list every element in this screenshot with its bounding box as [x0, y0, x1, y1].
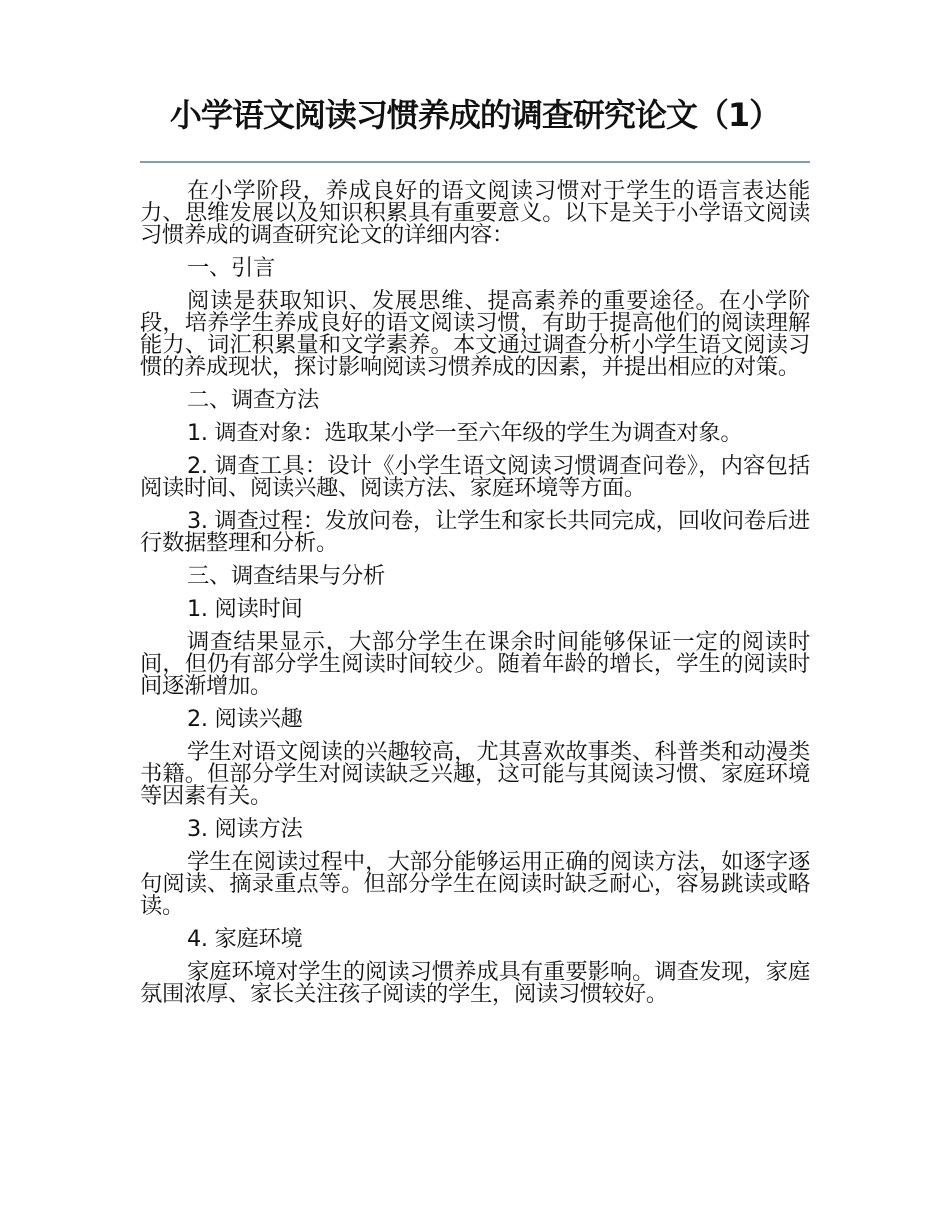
title-divider: [140, 161, 810, 163]
document-body: [140, 180, 810, 1016]
subheading-reading-time: 1. 阅读时间: [187, 596, 303, 622]
introduction-paragraph: 阅读是获取知识、发展思维、提高素养的重要途径。在小学阶段，培养学生养成良好的语文阅读习惯，有助于提高他们的阅读理解能力、词汇积累量和文学素养。本文通过调查分析小学生语文阅读习惯的养成现状，探讨影响阅读习惯养成的因素，并提出相应的对策。: [140, 288, 810, 380]
section-heading-method: 二、调查方法: [187, 387, 319, 413]
section-heading-results: 三、调查结果与分析: [187, 563, 385, 589]
subheading-reading-interest: 2. 阅读兴趣: [187, 706, 303, 732]
subheading-reading-method: 3. 阅读方法: [187, 816, 303, 842]
intro-paragraph: 在小学阶段，养成良好的语文阅读习惯对于学生的语言表达能力、思维发展以及知识积累具有重要意义。以下是关于小学语文阅读习惯养成的调查研究论文的详细内容：: [140, 178, 810, 248]
reading-interest-paragraph: 学生对语文阅读的兴趣较高，尤其喜欢故事类、科普类和动漫类书籍。但部分学生对阅读缺乏兴趣，这可能与其阅读习惯、家庭环境等因素有关。: [140, 739, 810, 809]
reading-time-paragraph: 调查结果显示，大部分学生在课余时间能够保证一定的阅读时间，但仍有部分学生阅读时间较少。随着年龄的增长，学生的阅读时间逐渐增加。: [140, 629, 810, 699]
family-environment-paragraph: 家庭环境对学生的阅读习惯养成具有重要影响。调查发现，家庭氛围浓厚、家长关注孩子阅读的学生，阅读习惯较好。: [140, 959, 810, 1007]
subheading-family-environment: 4. 家庭环境: [187, 926, 303, 952]
section-heading-introduction: 一、引言: [187, 255, 275, 281]
method-item-process: 3. 调查过程：发放问卷，让学生和家长共同完成，回收问卷后进行数据整理和分析。: [140, 508, 810, 556]
method-item-subjects: 1. 调查对象：选取某小学一至六年级的学生为调查对象。: [187, 420, 743, 446]
reading-method-paragraph: 学生在阅读过程中，大部分能够运用正确的阅读方法，如逐字逐句阅读、摘录重点等。但部分学生在阅读时缺乏耐心，容易跳读或略读。: [140, 849, 810, 919]
method-item-tools: 2. 调查工具：设计《小学生语文阅读习惯调查问卷》，内容包括阅读时间、阅读兴趣、阅读方法、家庭环境等方面。: [140, 453, 810, 501]
document-title: 小学语文阅读习惯养成的调查研究论文（1）: [169, 96, 781, 134]
